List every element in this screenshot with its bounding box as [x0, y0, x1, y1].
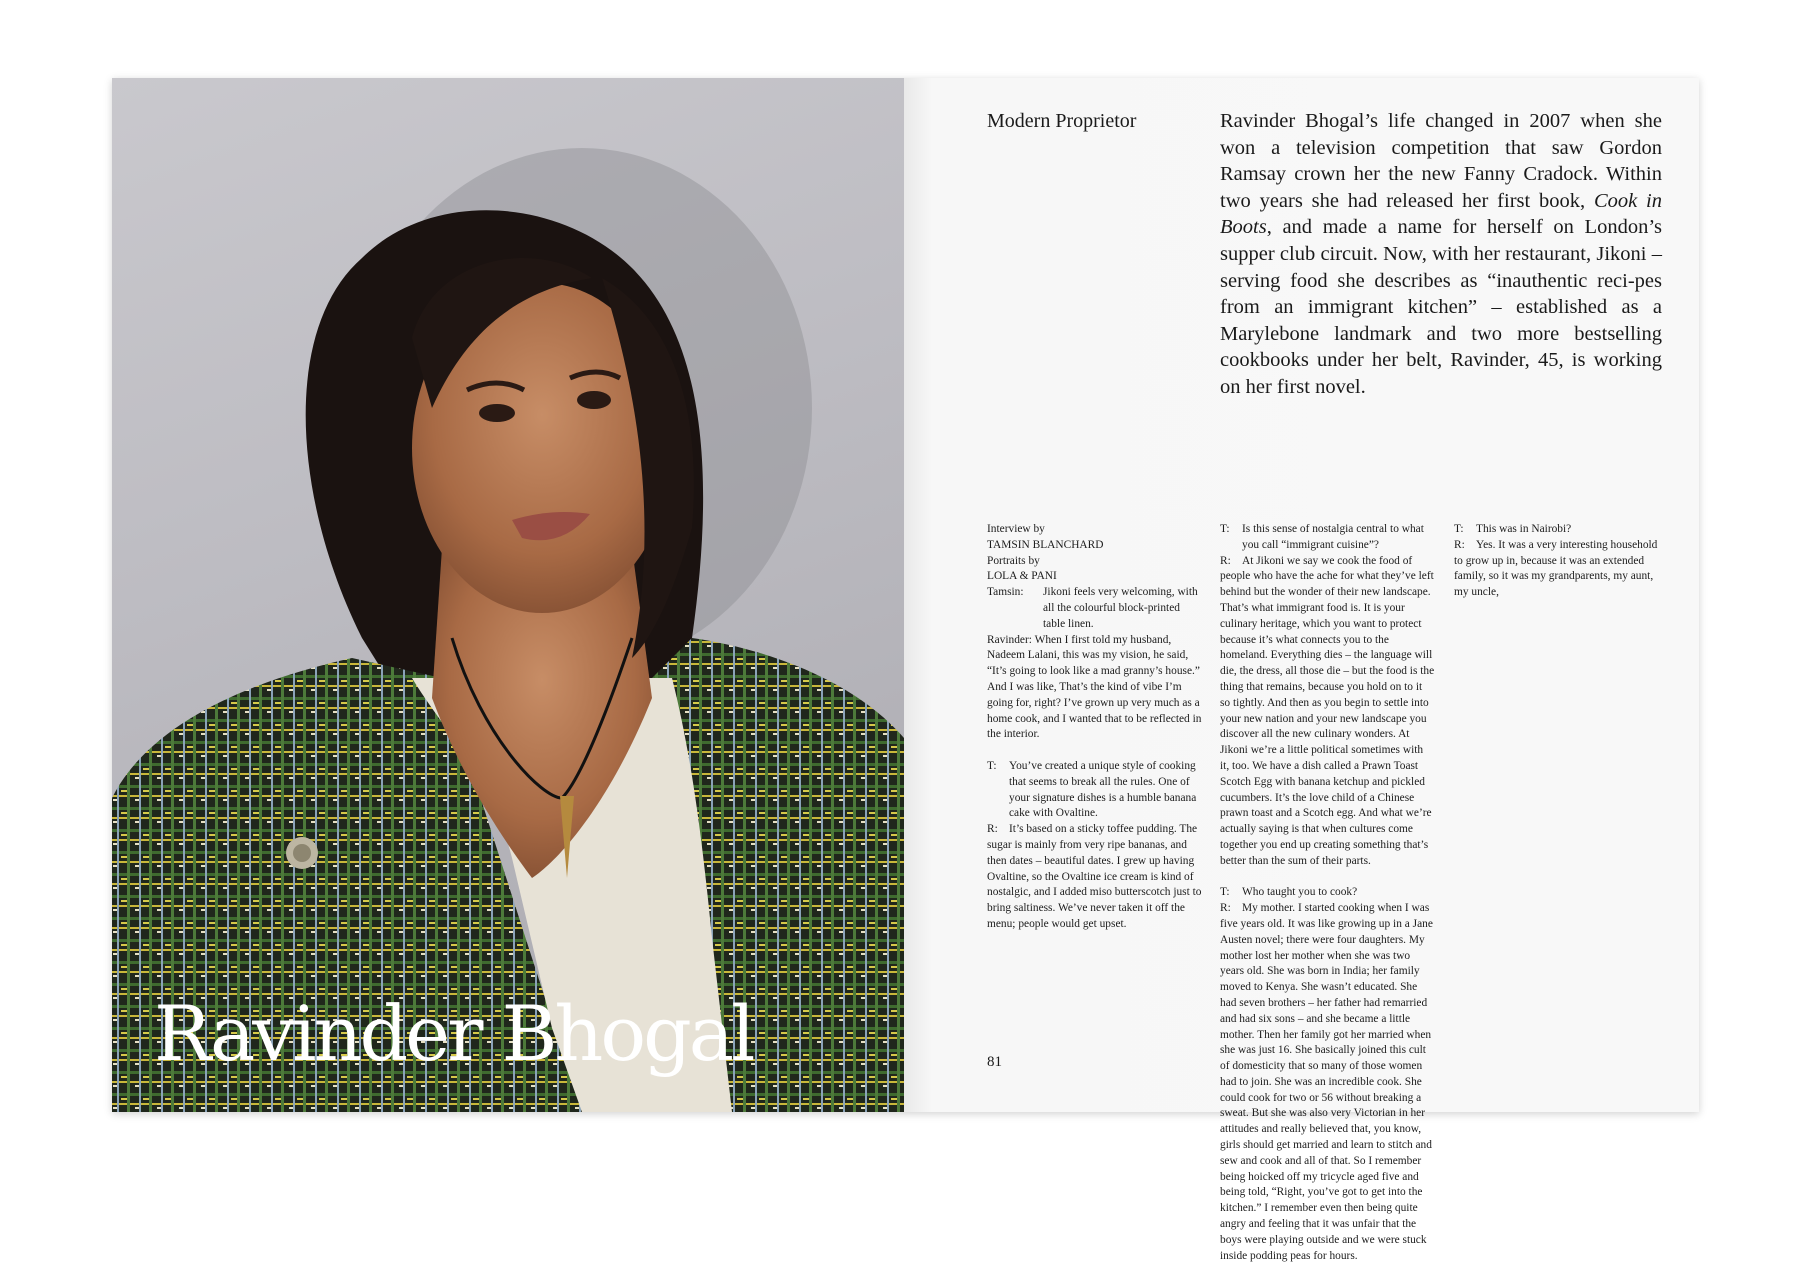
interview-credit-label: Interview by — [987, 523, 1045, 535]
book-title: Cook in Boots — [1220, 189, 1662, 239]
answer-2 — [987, 822, 1202, 933]
intro-paragraph — [1220, 108, 1662, 401]
page-number: 81 — [987, 1054, 1002, 1070]
intro-text-1: Ravinder Bhogal’s life changed in 2007 when she won a television competition that saw Gordon Ramsay crown her the new Fanny Cradock. Within two years she had released her first book, — [1220, 110, 1662, 212]
section-title: Modern Proprietor — [987, 110, 1137, 132]
portrait-illustration — [112, 78, 904, 1112]
answer-5 — [1454, 538, 1669, 601]
speaker-label: R: — [1220, 554, 1231, 567]
article-page — [904, 78, 1699, 1262]
answer-1 — [987, 633, 1202, 744]
speaker-label: R: — [1220, 902, 1231, 915]
speaker-label: R: — [1454, 538, 1465, 551]
answer-text: At Jikoni we say we cook the food of people who have the ache for what they’ve left behind but the wonder of their new landscape. That’s what immigrant food is. It is your culinary heritage, which you want to protect because it’s what connects you to the homeland. Everything dies – the language will die, the dress, all those die – but the food is the thing that remains, because you hold on to it so tightly. And then as you begin to settle into your new nation and your new landscape you discover all the new culinary wonders. At Jikoni we’re a little political sometimes with it, too. We have a dish called a Prawn Toast Scotch Egg with banana ketchup and pickled cucumbers. It’s the love child of a Chinese prawn toast and a Scotch egg. And what we’re actually saying is that when cultures come together you end up creating something that’s better than the sum of their parts. — [1220, 554, 1435, 867]
magazine-spread — [112, 78, 1699, 1262]
speaker-label: R: — [987, 823, 998, 836]
speaker-label: T: — [1454, 523, 1464, 535]
question-text: Who taught you to cook? — [1242, 886, 1358, 899]
answer-text: When I first told my husband, Nadeem Lalani, this was my vision, he said, “It’s going to look like a mad granny’s house.” And I was like, That’s the kind of vibe I’m going for, right? I’ve grown up very much as a home cook, and I wanted that to be reflected in the interior. — [987, 633, 1202, 741]
article-column-1 — [987, 522, 1202, 933]
interview-credit — [987, 522, 1202, 554]
question-1 — [987, 585, 1202, 632]
article-column-2 — [1220, 522, 1435, 1264]
answer-text: My mother. I started cooking when I was five years old. It was like growing up in a Jane Austen novel; there were four daughters. My mother lost her mother when she was two years old. She was born in India; her family moved to Kenya. She wasn’t educated. She had seven brothers – her father had remarried and had six sons – and she became a little mother. Then her family got her married when she was just 16. She basically joined this cult of domesticity that so many of those women had to join. She was an incredible cook. She could cook for two or 56 without breaking a sweat. But she was also very Victorian in her attitudes and really believed that, you know, girls should get married and learn to stitch and sew and cook and all of that. So I remember being hoicked off my tricycle aged five and being told, “Right, you’ve got to get into the kitchen.” I remember even then being quite angry and feeling that it was unfair that the boys were playing outside and we were stuck inside podding peas for hours. — [1220, 902, 1433, 1262]
answer-text: Yes. It was a very interesting household to grow up in, because it was an extended family, so it was my grandparents, my aunt, my uncle, — [1454, 538, 1658, 599]
article-column-3 — [1454, 522, 1669, 601]
interview-credit-name: TAMSIN BLANCHARD — [987, 538, 1104, 551]
question-text: Jikoni feels very welcoming, with all the colourful block-printed table linen. — [1043, 586, 1198, 630]
speaker-label: T: — [1220, 886, 1230, 899]
portrait-photo — [112, 78, 904, 1112]
question-4 — [1220, 885, 1435, 901]
speaker-label: Tamsin: — [987, 586, 1024, 599]
portrait-credit-label: Portraits by — [987, 554, 1040, 567]
question-text: You’ve created a unique style of cooking that seems to break all the rules. One of your signature dishes is a humble banana cake with Ovaltine. — [1009, 759, 1197, 820]
question-text: This was in Nairobi? — [1476, 523, 1572, 535]
portrait-credit — [987, 554, 1202, 586]
question-text: Is this sense of nostalgia central to what you call “immigrant cuisine”? — [1242, 523, 1424, 551]
intro-text-2: , and made a name for herself on London’s supper club circuit. Now, with her restaurant, Jikoni – serving food she describes as “inauthentic reci-pes from an immigrant kitchen” – established as a Marylebone landmark and two more bestselling cookbooks under her belt, Ravinder, 45, is working on her first novel. — [1220, 216, 1662, 398]
featured-person-name: Ravinder Bhogal — [154, 989, 753, 1078]
speaker-label: Ravinder: — [987, 633, 1032, 646]
answer-text: It’s based on a sticky toffee pudding. The sugar is mainly from very ripe bananas, and then dates – beautiful dates. I grew up having Ovaltine, so the Ovaltine ice cream is kind of nostalgic, and I added miso butterscotch just to bring saltiness. We’ve never taken it off the menu; people would get upset. — [987, 823, 1202, 930]
question-3 — [1220, 522, 1435, 554]
answer-4 — [1220, 901, 1435, 1264]
speaker-label: T: — [1220, 523, 1230, 535]
speaker-label: T: — [987, 759, 997, 772]
question-5 — [1454, 522, 1669, 538]
answer-3 — [1220, 554, 1435, 870]
question-2 — [987, 759, 1202, 822]
portrait-credit-name: LOLA & PANI — [987, 570, 1057, 583]
